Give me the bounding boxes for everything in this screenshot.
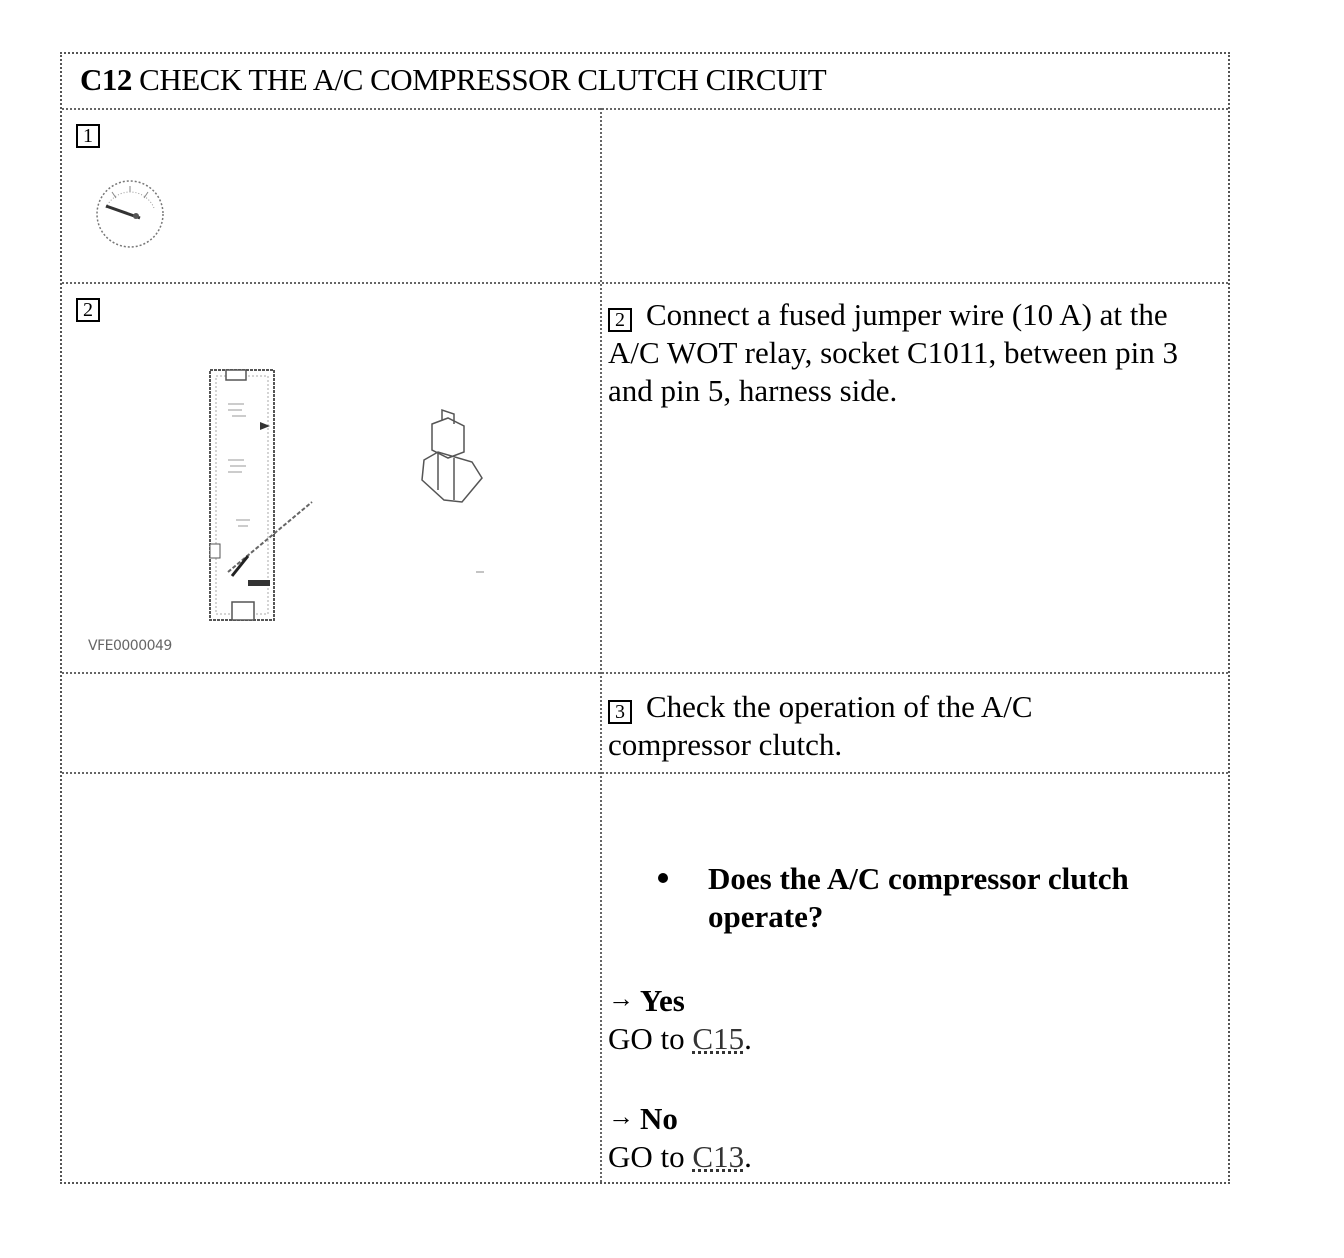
step-title: CHECK THE A/C COMPRESSOR CLUTCH CIRCUIT [139, 62, 827, 97]
row-divider [62, 672, 1228, 674]
relay-socket-illustration [192, 360, 512, 630]
step-number-box: 1 [76, 124, 100, 148]
goto-link-c15[interactable]: C15 [692, 1021, 745, 1056]
step-3-instruction [608, 688, 1108, 764]
step-id: C12 [80, 62, 132, 97]
column-divider [600, 108, 602, 1182]
right-arrow-icon: → [608, 984, 634, 1013]
meter-gauge-icon [92, 176, 168, 252]
question-text: Does the A/C compressor clutch operate? [708, 861, 1129, 934]
row-divider [62, 772, 1228, 774]
figure-code: VFE0000049 [88, 638, 172, 654]
step-number-box: 2 [76, 298, 100, 322]
answer-action: GO to [608, 1021, 685, 1056]
answer-label: Yes [640, 983, 685, 1018]
right-arrow-icon: → [608, 1102, 634, 1131]
answer-suffix: . [744, 1021, 752, 1056]
answer-yes [608, 980, 1208, 1058]
goto-link-c13[interactable]: C13 [692, 1139, 745, 1174]
step-3-text: Check the operation of the A/C compressor clutch. [608, 689, 1033, 762]
step-number-box: 3 [608, 700, 632, 724]
row-divider [62, 282, 1228, 284]
question-item [658, 860, 1178, 936]
step-2-instruction [608, 296, 1218, 410]
answer-suffix: . [744, 1139, 752, 1174]
answer-no [608, 1098, 1208, 1176]
answer-label: No [640, 1101, 678, 1136]
page-title [80, 62, 826, 98]
procedure-table [60, 52, 1230, 1184]
bullet-icon [658, 873, 668, 883]
step-2-text: Connect a fused jumper wire (10 A) at the A/C WOT relay, socket C1011, between pin 3 and pin 5, harness side. [608, 297, 1178, 408]
answer-action: GO to [608, 1139, 685, 1174]
row-divider [62, 108, 1228, 110]
step-number-box: 2 [608, 308, 632, 332]
